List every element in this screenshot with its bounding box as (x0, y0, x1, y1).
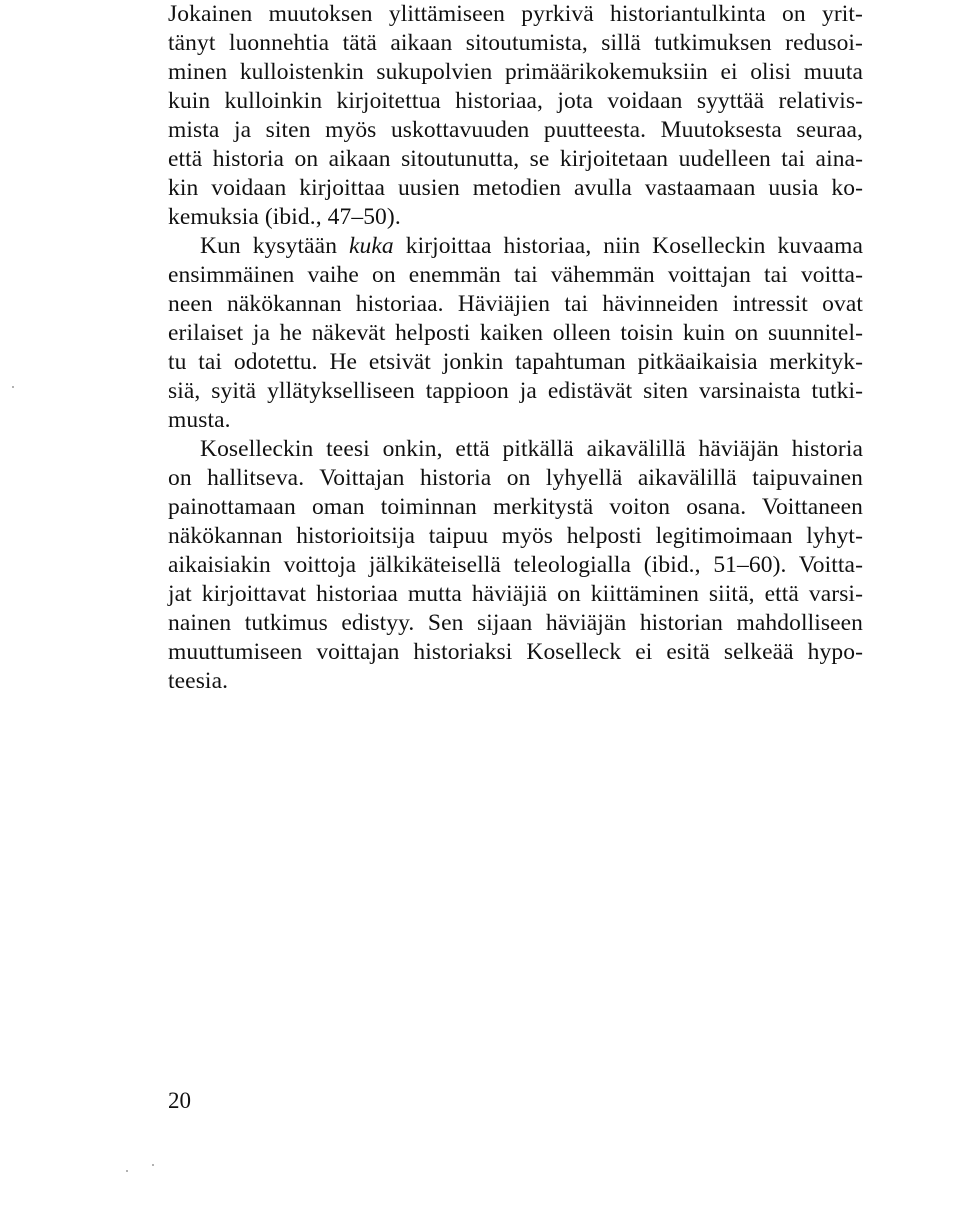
emphasized-word: kuka (349, 233, 394, 259)
text-line-22: nainen tutkimus edistyy. Sen sijaan häviäjän historian mahdolliseen (168, 610, 863, 636)
text-line-16: Koselleckin teesi onkin, että pitkällä aikavälillä häviäjän historia (200, 436, 863, 462)
text-line-6: että historia on aikaan sitoutunutta, se kirjoitetaan uudelleen tai aina- (168, 146, 863, 172)
text-line-20: aikaisiakin voittoja jälkikäteisellä teleologialla (ibid., 51–60). Voitta- (168, 552, 863, 578)
text-line-9-after: kirjoittaa historiaa, niin Koselleckin kuvaama (393, 233, 863, 259)
text-line-24: teesia. (168, 668, 229, 694)
text-line-21: jat kirjoittavat historiaa mutta häviäjiä on kiittäminen siitä, että varsi- (168, 581, 863, 607)
text-line-4: kuin kulloinkin kirjoitettua historiaa, jota voidaan syyttää relativis- (168, 88, 863, 114)
text-line-1: Jokainen muutoksen ylittämiseen pyrkivä historiantulkinta on yrit- (168, 1, 863, 27)
text-line-11: neen näkökannan historiaa. Häviäjien tai hävinneiden intressit ovat (168, 291, 863, 317)
page-number: 20 (168, 1088, 191, 1113)
text-line-14: siä, syitä yllätykselliseen tappioon ja edistävät siten varsinaista tutki- (168, 378, 863, 404)
text-line-13: tu tai odotettu. He etsivät jonkin tapahtuman pitkäaikaisia merkityk- (168, 349, 863, 375)
text-line-3: minen kulloistenkin sukupolvien primäärikokemuksiin ei olisi muuta (168, 59, 863, 85)
text-line-18: painottamaan oman toiminnan merkitystä voiton osana. Voittaneen (168, 494, 863, 520)
scan-speck (12, 386, 14, 388)
text-line-8: kemuksia (ibid., 47–50). (168, 204, 401, 230)
text-line-5: mista ja siten myös uskottavuuden puutteesta. Muutoksesta seuraa, (168, 117, 863, 143)
text-line-9-before: Kun kysytään (200, 233, 350, 259)
text-line-23: muuttumiseen voittajan historiaksi Koselleck ei esitä selkeää hypo- (168, 639, 863, 665)
text-line-7: kin voidaan kirjoittaa uusien metodien avulla vastaamaan uusia ko- (168, 175, 863, 201)
text-line-12: erilaiset ja he näkevät helposti kaiken olleen toisin kuin on suunnitel- (168, 320, 863, 346)
scan-speck (152, 1164, 154, 1166)
text-line-19: näkökannan historioitsija taipuu myös helposti legitimoimaan lyhyt- (168, 523, 863, 549)
text-line-2: tänyt luonnehtia tätä aikaan sitoutumista, sillä tutkimuksen redusoi- (168, 30, 863, 56)
text-line-17: on hallitseva. Voittajan historia on lyhyellä aikavälillä taipuvainen (168, 465, 863, 491)
text-line-15: musta. (168, 407, 231, 433)
text-line-9 (200, 232, 863, 261)
text-line-10: ensimmäinen vaihe on enemmän tai vähemmän voittajan tai voitta- (168, 262, 863, 288)
scan-speck (126, 1170, 128, 1172)
